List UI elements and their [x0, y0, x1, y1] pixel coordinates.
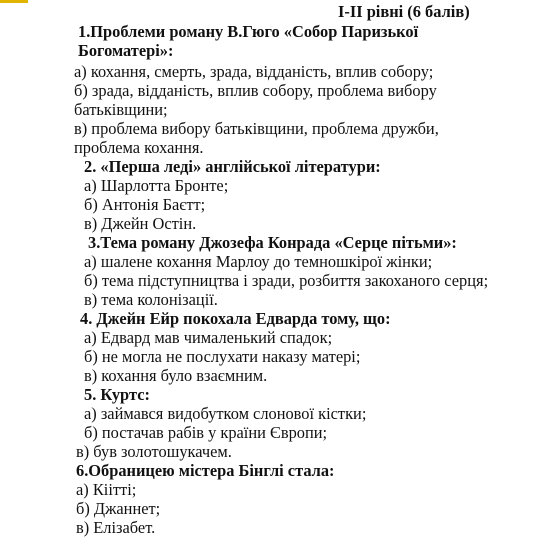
question-2-title: 2. «Перша леді» англійської літератури:	[84, 157, 381, 176]
question-6-option-b: б) Джаннет;	[76, 499, 161, 518]
question-2-option-a: а) Шарлотта Бронте;	[84, 176, 229, 195]
highlight-mark	[0, 0, 28, 3]
question-2-option-c: в) Джейн Остін.	[84, 214, 197, 233]
question-5-title: 5. Куртс:	[84, 385, 150, 404]
question-1-option-b-line-1: б) зрада, відданість, вплив собору, проблема вибору	[74, 81, 437, 100]
question-6-title: 6.Обраницею містера Бінглі стала:	[76, 461, 335, 480]
question-2-option-b: б) Антонія Баєтт;	[84, 195, 206, 214]
question-3-option-a: а) шалене кохання Марлоу до темношкірої жінки;	[84, 252, 433, 271]
question-3-title: 3.Тема роману Джозефа Конрада «Серце пітьми»:	[88, 233, 457, 252]
question-1-option-c-line-1: в) проблема вибору батьківщини, проблема дружби,	[74, 119, 439, 138]
question-5-option-c: в) був золотошукачем.	[76, 442, 232, 461]
question-6-option-a: а) Кіітті;	[76, 480, 137, 499]
level-heading: I-II рівні (6 балів)	[338, 2, 470, 21]
question-3-option-b: б) тема підступництва і зради, розбиття закоханого серця;	[84, 271, 489, 290]
question-1-option-b-line-2: батьківщини;	[74, 100, 168, 119]
question-4-option-c: в) кохання було взаємним.	[84, 366, 268, 385]
question-3-option-c: в) тема колонізації.	[84, 290, 218, 309]
question-4-option-b: б) не могла не послухати наказу матері;	[84, 347, 361, 366]
question-1-option-a: а) кохання, смерть, зрада, відданість, вплив собору;	[74, 62, 434, 81]
question-5-option-a: а) займався видобутком слонової кістки;	[84, 404, 367, 423]
question-4-title: 4. Джейн Ейр покохала Едварда тому, що:	[80, 309, 391, 328]
question-1-title-line-2: Богоматері»:	[78, 41, 174, 60]
question-1-title-line-1: 1.Проблеми роману В.Гюго «Собор Паризької	[78, 22, 419, 41]
question-5-option-b: б) постачав рабів у країни Європи;	[84, 423, 328, 442]
question-4-option-a: а) Едвард мав чималенький спадок;	[84, 328, 333, 347]
question-1-option-c-line-2: проблема кохання.	[74, 138, 204, 157]
question-6-option-c: в) Елізабет.	[76, 518, 156, 537]
